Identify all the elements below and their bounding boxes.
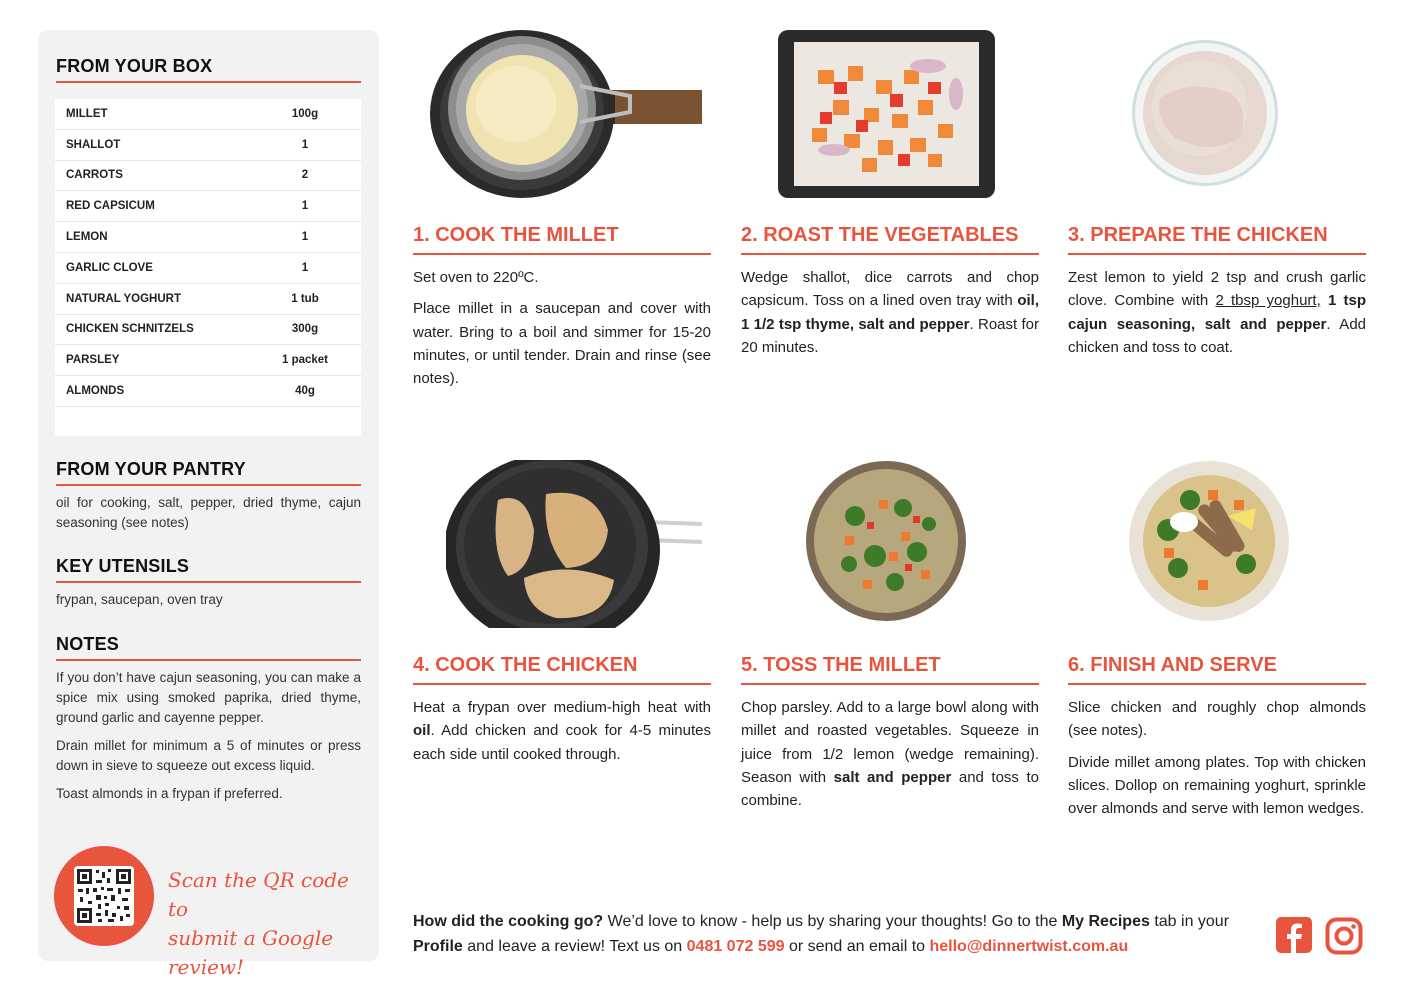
step-5-title: 5. TOSS THE MILLET [741,654,941,676]
ingredient-name: LEMON [66,231,108,244]
ingredient-row [55,222,361,253]
step-2-title: 2. ROAST THE VEGETABLES [741,224,1019,246]
frypan-chicken-photo [446,460,702,628]
step-6-body [1068,696,1366,828]
ingredient-qty: 1 [301,200,309,213]
ingredient-row [55,253,361,284]
ingredient-row [55,191,361,222]
ingredient-name: MILLET [66,107,108,120]
ingredient-qty: 1 tub [291,292,319,305]
divider [413,253,711,255]
millet-sieve-photo [430,30,702,198]
pantry-text: oil for cooking, salt, pepper, dried thyme, cajun seasoning (see notes) [56,495,361,530]
ingredient-qty: 300g [291,323,319,336]
divider [413,683,711,685]
ingredient-qty: 40g [295,385,315,398]
ingredient-row [55,345,361,376]
step-paragraph: Wedge shallot, dice carrots and chop capsicum. Toss on a lined oven tray with oil, 1 1/2 tsp thyme, salt and pepper. Roast for 20 minutes. [741,269,1039,356]
step-paragraph: Set oven to 220ºC. [413,269,539,286]
ingredient-qty: 100g [291,107,319,120]
from-your-pantry-title: FROM YOUR PANTRY [56,459,246,479]
divider [741,253,1039,255]
step-paragraph: Heat a frypan over medium-high heat with oil. Add chicken and cook for 4-5 minutes each side until cooked through. [413,699,711,763]
ingredient-qty: 1 [301,231,309,244]
utensils-text: frypan, saucepan, oven tray [56,592,223,607]
step-3-body [1068,266,1366,367]
step-paragraph: Divide millet among plates. Top with chicken slices. Dollop on remaining yoghurt, sprinkle over almonds and serve with lemon wedges. [1068,753,1366,818]
ingredient-row [55,315,361,346]
ingredient-row [55,161,361,192]
step-paragraph: Place millet in a saucepan and cover with water. Bring to a boil and simmer for 15-20 minutes, or until tender. Drain and rinse (see notes). [413,300,711,388]
step-paragraph: Chop parsley. Add to a large bowl along with millet and roasted vegetables. Squeeze in juice from 1/2 lemon (wedge remaining). Season with salt and pepper and toss to combine. [741,699,1039,810]
key-utensils-title: KEY UTENSILS [56,556,190,576]
qr-caption-line: submit a Google review! [168,926,334,979]
millet-salad-photo [805,460,968,623]
note-item: Toast almonds in a frypan if preferred. [56,786,283,801]
ingredient-qty: 1 [301,138,309,151]
step-3-title: 3. PREPARE THE CHICKEN [1068,224,1328,246]
vegetables-tray-photo [778,30,995,198]
ingredient-qty: 2 [301,169,309,182]
step-4-title: 4. COOK THE CHICKEN [413,654,638,676]
ingredient-qty: 1 packet [281,354,329,367]
instagram-icon[interactable] [1325,917,1363,955]
ingredient-row [55,284,361,315]
facebook-icon[interactable] [1276,917,1314,955]
step-5-body [741,696,1039,820]
step-1-title: 1. COOK THE MILLET [413,224,619,246]
qr-code-badge[interactable] [54,846,154,946]
ingredients-table [55,99,361,436]
from-your-box-title: FROM YOUR BOX [56,56,213,76]
step-6-title: 6. FINISH AND SERVE [1068,654,1277,676]
divider [56,81,361,83]
divider [741,683,1039,685]
ingredient-qty: 1 [301,261,309,274]
note-item: If you don’t have cajun seasoning, you can make a spice mix using smoked paprika, dried thyme, ground garlic and cayenne pepper. [56,670,361,725]
ingredient-name: SHALLOT [66,138,121,151]
notes-text [56,668,361,812]
ingredient-row [55,376,361,407]
ingredient-row [55,99,361,130]
step-paragraph: Zest lemon to yield 2 tsp and crush garlic clove. Combine with 2 tbsp yoghurt, 1 tsp cajun seasoning, salt and pepper. Add chicken and toss to coat. [1068,269,1366,356]
note-item: Drain millet for minimum a 5 of minutes or press down in sieve to squeeze out excess liquid. [56,738,361,773]
ingredient-name: GARLIC CLOVE [66,261,153,274]
qr-code-icon [74,866,134,926]
sidebar [38,30,379,979]
divider [56,581,361,583]
ingredient-name: PARSLEY [66,354,120,367]
phone-link[interactable]: 0481 072 599 [686,938,785,955]
ingredient-name: NATURAL YOGHURT [66,292,181,305]
email-link[interactable]: hello@dinnertwist.com.au [929,938,1129,955]
step-2-body [741,266,1039,367]
served-plate-photo [1128,460,1291,623]
ingredient-name: CHICKEN SCHNITZELS [66,323,194,336]
divider [56,659,361,661]
notes-title: NOTES [56,634,120,654]
qr-caption [168,866,368,982]
step-4-body [413,696,711,774]
step-paragraph: Slice chicken and roughly chop almonds (see notes). [1068,699,1366,740]
step-1-body [413,266,711,398]
divider [56,484,361,486]
divider [1068,683,1366,685]
review-footer: How did the cooking go? We’d love to know - help us by sharing your thoughts! Go to the My Recipes tab in your Profile and leave a review! Text us on 0481 072 599 or send an email to hello@dinnertwist.com.au [413,913,1230,955]
qr-caption-line: Scan the QR code to [168,868,349,921]
ingredient-name: CARROTS [66,169,123,182]
divider [1068,253,1366,255]
ingredient-name: RED CAPSICUM [66,200,155,213]
chicken-marinade-photo [1130,38,1280,188]
ingredient-name: ALMONDS [66,385,125,398]
ingredient-row [55,130,361,161]
